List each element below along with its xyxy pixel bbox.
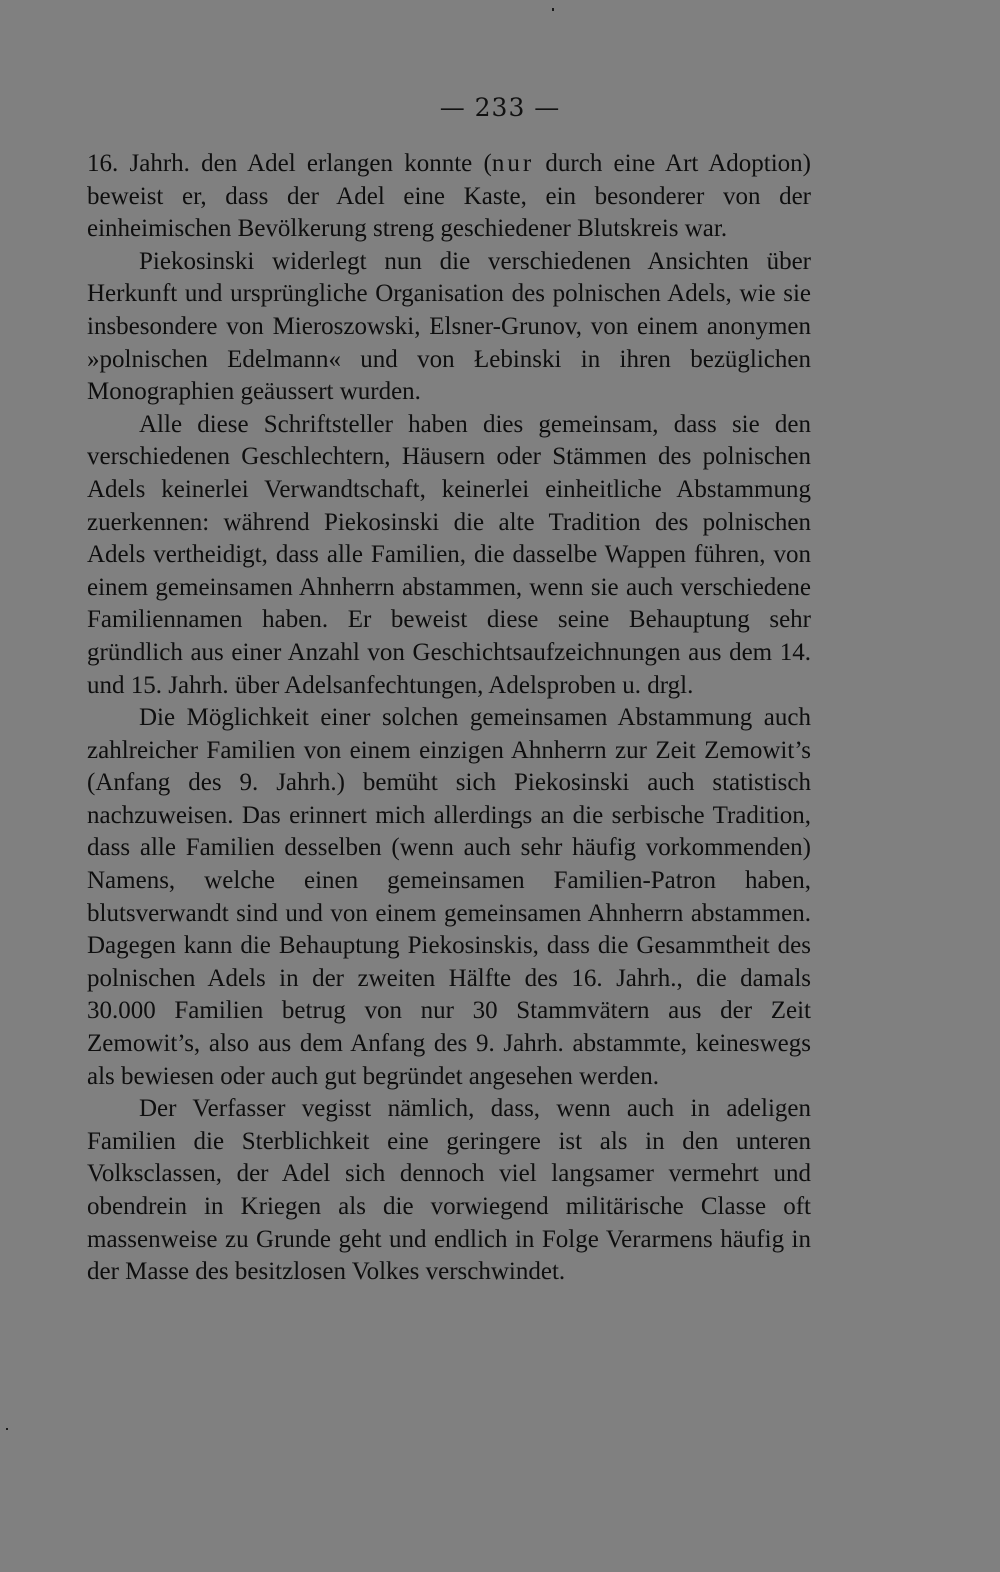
paragraph: Alle diese Schriftsteller haben dies gemeinsam, dass sie den verschiedenen Geschlechtern, Häusern oder Stämmen des polnischen Adels keinerlei Verwandtschaft, keinerlei einheitliche Abstammung zuerkennen: während Piekosinski die alte Tradition des polnischen Adels vertheidigt, dass alle Familien, die dasselbe Wappen führen, von einem gemeinsamen Ahnherrn abstammen, wenn sie auch verschiedene Familiennamen haben. Er beweist diese seine Behauptung sehr gründlich aus einer Anzahl von Geschichtsaufzeichnungen aus dem 14. und 15. Jahrh. über Adelsanfechtungen, Adelsproben u. drgl. [87,410,811,699]
emphasized-word: nur [491,150,535,177]
paragraph-text-before: 16. Jahrh. den Adel erlangen konnte ( [87,150,492,177]
paragraph: Der Verfasser vegisst nämlich, dass, wenn auch in adeligen Familien die Sterblichkeit eine geringere ist als in den unteren Volksclassen, der Adel sich dennoch viel langsamer vermehrt und obendrein in Kriegen als die vorwiegend militärische Classe oft massenweise zu Grunde geht und endlich in Folge Verarmens häufig in der Masse des besitzlosen Volkes verschwindet. [87,1095,811,1286]
body-text [87,148,811,1289]
paragraph: Die Möglichkeit einer solchen gemeinsamen Abstammung auch zahlreicher Familien von einem einzigen Ahnherrn zur Zeit Zemowit’s (Anfang des 9. Jahrh.) bemüht sich Piekosinski auch statistisch nachzuweisen. Das erinnert mich allerdings an die serbische Tradition, dass alle Familien desselben (wenn auch sehr häufig vorkommenden) Namens, welche einen gemeinsamen Familien-Patron haben, blutsverwandt sind und von einem gemeinsamen Ahnherrn abstammen. Dagegen kann die Behauptung Piekosinskis, dass die Gesammtheit des polnischen Adels in der zweiten Hälfte des 16. Jahrh., die damals 30.000 Familien betrug von nur 30 Stammvätern aus der Zeit Zemowit’s, also aus dem Anfang des 9. Jahrh. abstammte, keineswegs als bewiesen oder auch gut begründet angesehen werden. [87,704,811,1090]
paragraph-continued [87,148,811,246]
scan-speck [552,8,554,11]
paragraph: Piekosinski widerlegt nun die verschiedenen Ansichten über Herkunft und ursprüngliche Organisation des polnischen Adels, wie sie insbesondere von Mieroszowski, Elsner-Grunov, von einem anonymen »polnischen Edelmann« und von Łebinski in ihren bezüglichen Monographien geäussert wurden. [87,247,811,406]
scan-speck [6,1428,8,1430]
paragraph-text-after: durch eine Art Adoption) beweist er, dass der Adel eine Kaste, ein besonderer von der einheimischen Bevölkerung streng geschiedener Blutskreis war. [87,150,812,243]
page-number: — 233 — [439,93,561,122]
